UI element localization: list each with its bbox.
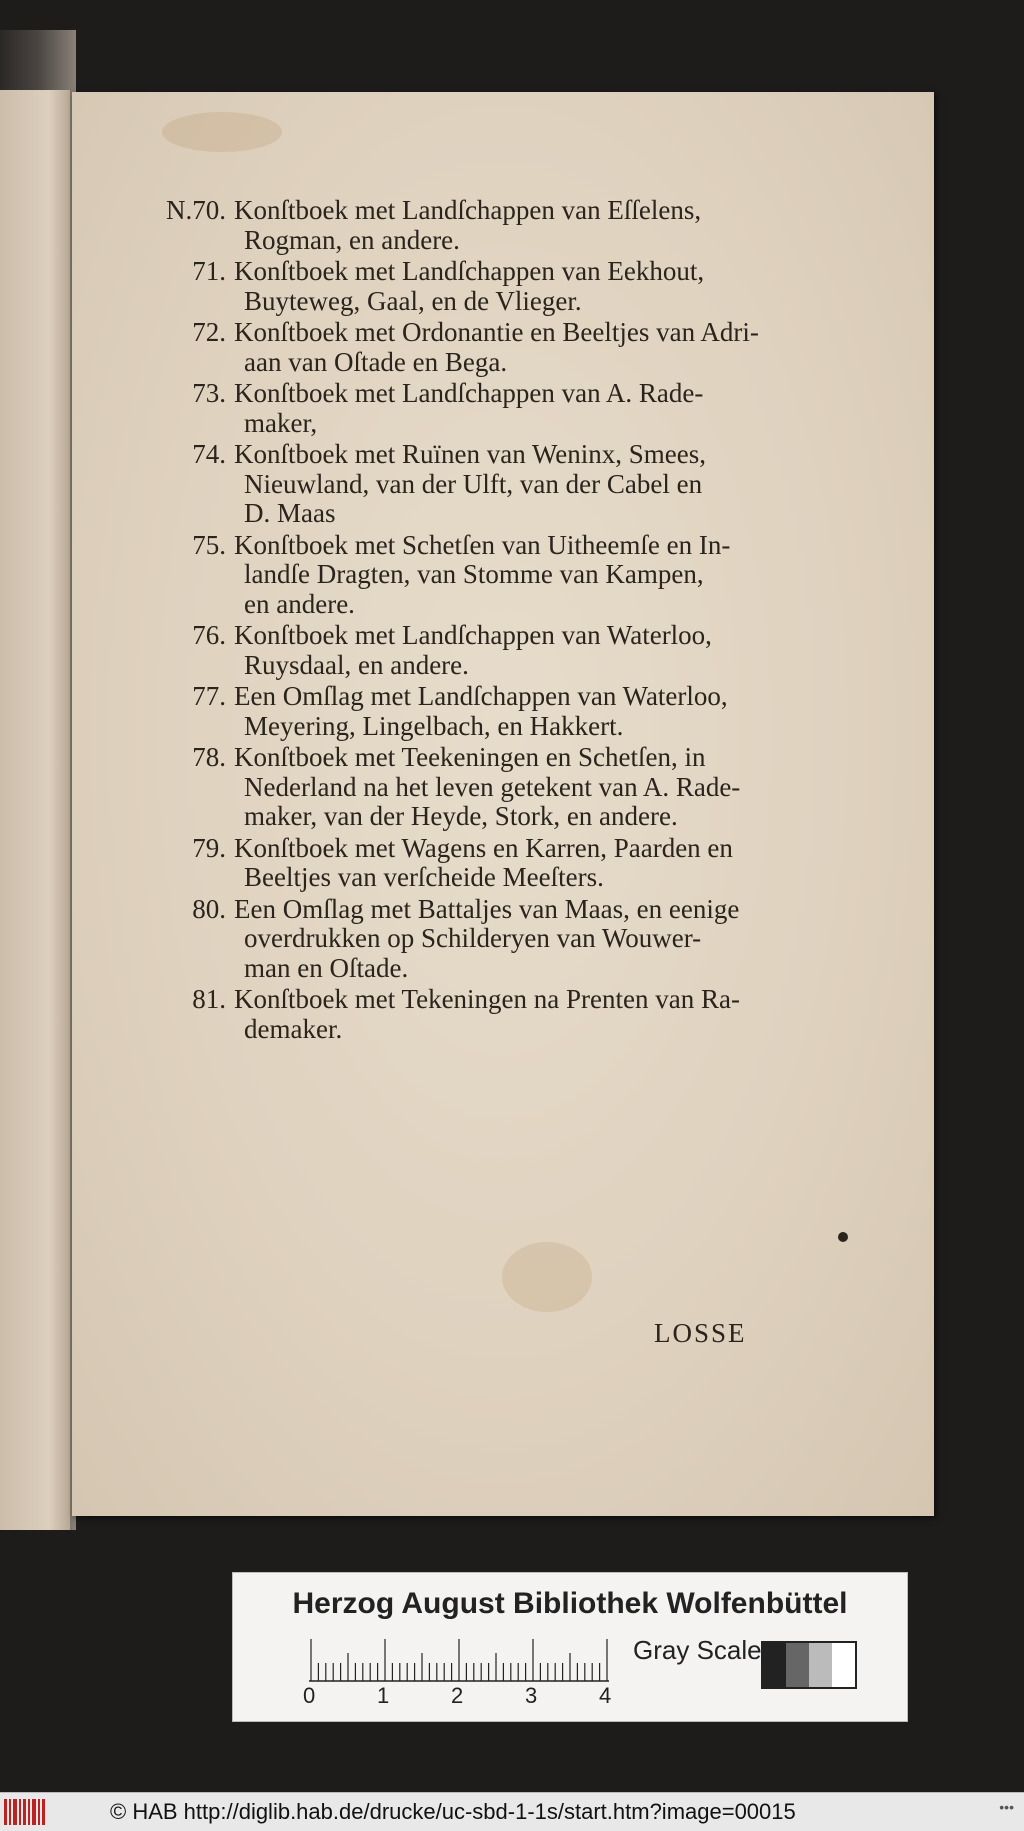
entry-line: Meyering, Lingelbach, en Hakkert. [244, 710, 624, 741]
ruler-label-2: 2 [451, 1683, 464, 1708]
entry-text [234, 379, 790, 438]
catalog-entry [140, 621, 790, 680]
entry-number: 77. [192, 681, 226, 711]
catchword: LOSSE [654, 1318, 747, 1348]
catalog-entry [140, 834, 790, 893]
entry-text [234, 985, 790, 1044]
catalog-entry [140, 440, 790, 529]
ruler-label-0: 0 [303, 1683, 316, 1708]
entry-text [234, 621, 790, 680]
entry-line: Konſtboek met Teekeningen en Schetſen, in [234, 742, 706, 772]
entry-line: maker, [244, 407, 318, 438]
catalog-entry [140, 196, 790, 255]
entry-text [234, 318, 790, 377]
entry-line: maker, van der Heyde, Stork, en andere. [244, 801, 678, 831]
copyright-url[interactable]: © HAB http://diglib.hab.de/drucke/uc-sbd-1-1s/start.htm?image=00015 [110, 1799, 796, 1824]
entry-line: demaker. [244, 1013, 343, 1044]
entry-text [234, 257, 790, 316]
entry-line: Konſtboek met Wagens en Karren, Paarden en [234, 832, 733, 863]
entry-text [234, 531, 790, 620]
entry-line: Buyteweg, Gaal, en de Vlieger. [244, 285, 582, 316]
entry-line: Een Omſlag met Landſchappen van Waterloo, [234, 681, 728, 711]
entry-line: Konſtboek met Landſchappen van A. Rade- [234, 378, 704, 408]
catalog-entry [140, 318, 790, 377]
entry-text [234, 440, 790, 529]
gray-swatch [786, 1643, 809, 1687]
entry-text [234, 834, 790, 893]
gray-scale-swatches [761, 1641, 857, 1689]
entry-number: 80. [192, 893, 226, 924]
catalog-entry [140, 743, 790, 832]
gray-scale-label: Gray Scale [633, 1635, 762, 1665]
page-stain [502, 1242, 592, 1312]
entry-line: Konſtboek met Tekeningen na Prenten van Ra- [234, 984, 740, 1014]
entry-line: Konſtboek met Landſchappen van Waterloo, [234, 620, 712, 650]
entry-line: overdrukken op Schilderyen van Wouwer- [244, 923, 702, 953]
entry-line: Ruysdaal, en andere. [244, 649, 469, 680]
entry-number: 75. [192, 529, 226, 560]
entry-number: 73. [192, 378, 226, 408]
entry-line: man en Oſtade. [244, 952, 409, 983]
catalog-entry [140, 985, 790, 1044]
catalog-entry [140, 895, 790, 984]
entry-number: 76. [192, 620, 226, 650]
entry-line: Konſtboek met Landſchappen van Eſſelens, [234, 195, 702, 225]
entry-text [234, 682, 790, 741]
entry-line: Konſtboek met Ruïnen van Weninx, Smees, [234, 439, 707, 469]
entry-number: 72. [192, 317, 226, 347]
facing-page-edge [0, 90, 70, 1530]
entry-text [234, 743, 790, 832]
viewer-footer [0, 1792, 1024, 1831]
entry-number: 74. [192, 439, 226, 469]
catalog-entry [140, 682, 790, 741]
entry-number: N.70. [166, 195, 226, 225]
gray-swatch [763, 1643, 786, 1687]
entry-line: aan van Oſtade en Bega. [244, 346, 508, 377]
entry-text [234, 895, 790, 984]
library-name: Herzog August Bibliothek Wolfenbüttel [292, 1587, 848, 1620]
entry-number: 81. [192, 984, 226, 1014]
library-color-card [232, 1572, 908, 1722]
entry-number: 78. [192, 742, 226, 772]
entry-line: Beeltjes van verſcheide Meeſters. [244, 862, 604, 892]
gray-swatch [809, 1643, 832, 1687]
entry-line: Een Omſlag met Battaljes van Maas, en eenige [234, 893, 740, 924]
ruler-label-3: 3 [525, 1683, 538, 1708]
catalog-entries [140, 196, 790, 1046]
catalog-entry [140, 379, 790, 438]
scale-ruler [307, 1637, 611, 1683]
ruler-label-1: 1 [377, 1683, 390, 1708]
entry-line: Konſtboek met Ordonantie en Beeltjes van Adri- [234, 317, 759, 347]
catalog-entry [140, 531, 790, 620]
catalog-entry [140, 257, 790, 316]
entry-line: D. Maas [244, 498, 336, 528]
gray-swatch [832, 1643, 855, 1687]
entry-line: Nederland na het leven getekent van A. Rade- [244, 771, 741, 802]
entry-number: 79. [192, 832, 226, 863]
entry-line: Rogman, en andere. [244, 224, 460, 255]
entry-number: 71. [192, 256, 226, 286]
barcode-icon [4, 1799, 46, 1825]
entry-line: landſe Dragten, van Stomme van Kampen, [244, 559, 704, 589]
ruler-label-4: 4 [599, 1683, 612, 1708]
ink-spot [838, 1232, 848, 1242]
entry-text [234, 196, 790, 255]
entry-line: Nieuwland, van der Ulft, van der Cabel en [244, 468, 703, 499]
more-options-icon[interactable]: ••• [999, 1799, 1014, 1815]
entry-line: Konſtboek met Schetſen van Uitheemſe en In- [234, 529, 731, 560]
entry-line: Konſtboek met Landſchappen van Eekhout, [234, 256, 705, 286]
entry-line: en andere. [244, 588, 355, 619]
page-stain [162, 112, 282, 152]
